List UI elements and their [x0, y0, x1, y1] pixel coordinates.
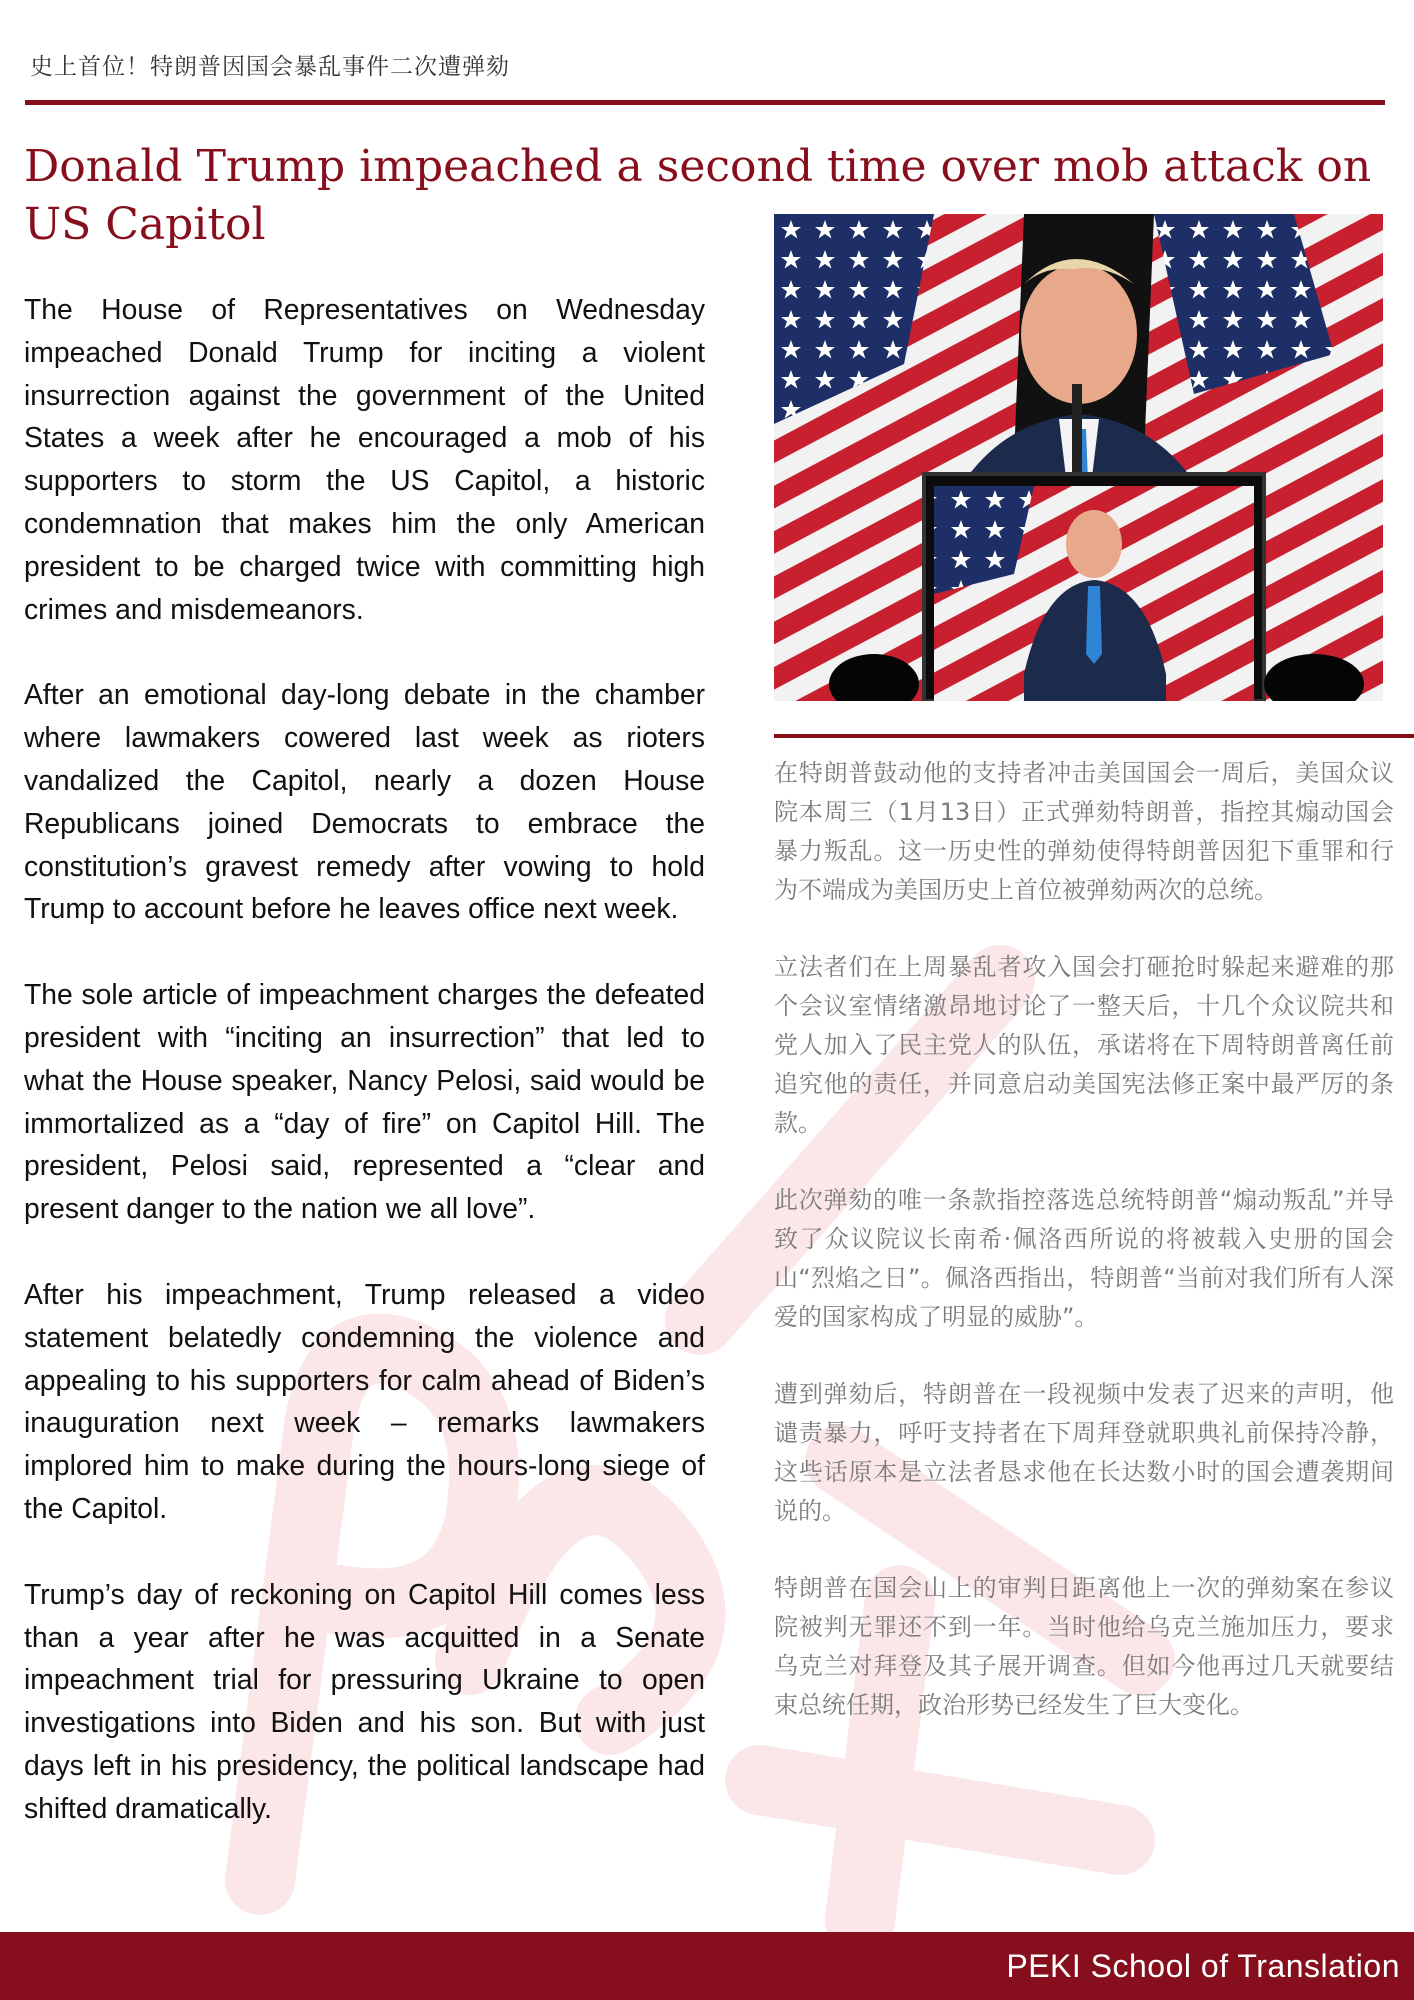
- english-paragraph: After his impeachment, Trump released a video statement belatedly condemning the violence and appealing to his supporters for calm ahead of Biden’s inauguration next week – remarks lawmakers implored him to make during the hours-long siege of the Capitol.: [24, 1277, 705, 1524]
- article-headline: Donald Trump impeached a second time over mob attack on US Capitol: [24, 141, 1372, 250]
- footer-brand: PEKI School of Translation: [1006, 1948, 1400, 1984]
- article-photo: [774, 214, 1383, 701]
- footer-bar: [0, 1932, 1414, 2000]
- header-title-zh: 史上首位！特朗普因国会暴乱事件二次遭弹劾: [30, 54, 510, 80]
- chinese-paragraph: 特朗普在国会山上的审判日距离他上一次的弹劾案在参议院被判无罪还不到一年。当时他给乌克兰施加压力，要求乌克兰对拜登及其子展开调查。但如今他再过几天就要结束总统任期，政治形势已经发生了巨大变化。: [774, 1574, 1394, 1719]
- english-column: [24, 288, 705, 1873]
- column-divider: [774, 734, 1414, 738]
- english-paragraph: After an emotional day-long debate in the chamber where lawmakers cowered last week as rioters vandalized the Capitol, nearly a dozen House Republicans joined Democrats to embrace the constitution’s gravest remedy after vowing to hold Trump to account before he leaves office next week.: [24, 678, 705, 925]
- chinese-paragraph: 立法者们在上周暴乱者攻入国会打砸抢时躲起来避难的那个会议室情绪激昂地讨论了一整天后，十几个众议院共和党人加入了民主党人的队伍，承诺将在下周特朗普离任前追究他的责任，并同意启动美国宪法修正案中最严厉的条款。: [774, 953, 1394, 1137]
- chinese-column: [774, 754, 1394, 1763]
- english-paragraph: Trump’s day of reckoning on Capitol Hill comes less than a year after he was acquitted in a Senate impeachment trial for pressuring Ukraine to open investigations into Biden and his son. But with just days left in his presidency, the political landscape had shifted dramatically.: [24, 1577, 705, 1824]
- english-paragraph: The sole article of impeachment charges the defeated president with “inciting an insurrection” that led to what the House speaker, Nancy Pelosi, said would be immortalized as a “day of fire” on Capitol Hill. The president, Pelosi said, represented a “clear and present danger to the nation we all love”.: [24, 978, 705, 1225]
- photo-speaker-flags-icon: [774, 214, 1383, 701]
- chinese-paragraph: 遭到弹劾后，特朗普在一段视频中发表了迟来的声明，他谴责暴力，呼吁支持者在下周拜登就职典礼前保持冷静，这些话原本是立法者恳求他在长达数小时的国会遭袭期间说的。: [774, 1380, 1394, 1525]
- top-divider: [25, 100, 1385, 105]
- chinese-paragraph: 此次弹劾的唯一条款指控落选总统特朗普“煽动叛乱”并导致了众议院议长南希·佩洛西所说的将被载入史册的国会山“烈焰之日”。佩洛西指出，特朗普“当前对我们所有人深爱的国家构成了明显的威胁”。: [774, 1186, 1394, 1331]
- english-paragraph: The House of Representatives on Wednesday impeached Donald Trump for inciting a violent insurrection against the government of the United States a week after he encouraged a mob of his supporters to storm the US Capitol, a historic condemnation that makes him the only American president to be charged twice with committing high crimes and misdemeanors.: [24, 293, 705, 625]
- chinese-paragraph: 在特朗普鼓动他的支持者冲击美国国会一周后，美国众议院本周三（1月13日）正式弹劾特朗普，指控其煽动国会暴力叛乱。这一历史性的弹劾使得特朗普因犯下重罪和行为不端成为美国历史上首位被弹劾两次的总统。: [774, 759, 1394, 904]
